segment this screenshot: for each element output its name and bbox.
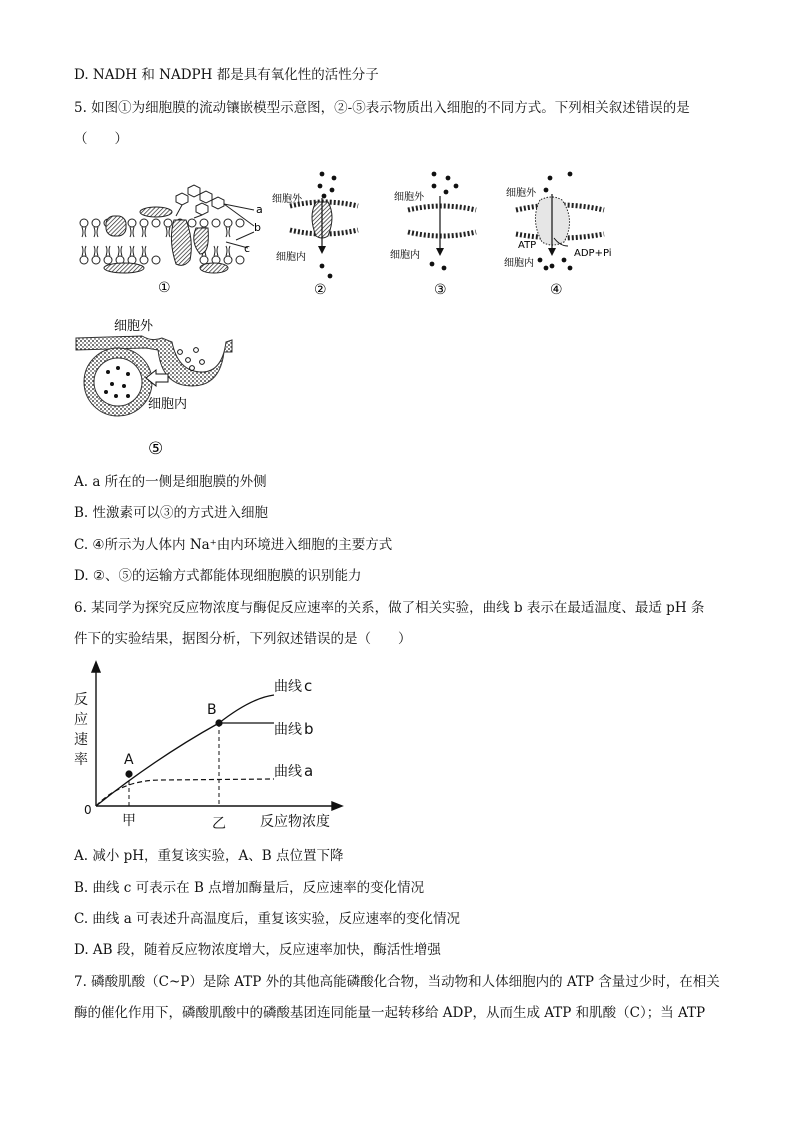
q5-option-a: A. a 所在的一侧是细胞膜的外侧 (74, 474, 267, 490)
q6-option-d: D. AB 段，随着反应物浓度增大，反应速率加快，酶活性增强 (74, 942, 441, 958)
point-b-label: B (207, 702, 217, 718)
figure-transport-2 (272, 168, 380, 298)
series-b-label-text: 曲线 (274, 722, 302, 738)
xlabel: 反应物浓度 (260, 814, 330, 830)
series-a-label-text: 曲线 (274, 764, 302, 780)
figure-transport-4 (500, 168, 630, 298)
point-a-label: A (124, 752, 134, 768)
figure-number-1: ① (158, 280, 171, 296)
label-a: a (256, 203, 263, 216)
label-c: c (244, 242, 251, 255)
molecules-inside (320, 264, 333, 279)
x-tick-yi: 乙 (212, 816, 226, 832)
label-outside-4: 细胞外 (506, 188, 536, 199)
q5-option-b: B. 性激素可以③的方式进入细胞 (74, 505, 269, 521)
bottom-lipid-row (80, 246, 244, 264)
label-atp: ATP (518, 240, 537, 251)
figure-number-4: ④ (550, 282, 563, 298)
molecules-outside (318, 172, 337, 199)
q5-stem-line2: （ ） (74, 131, 128, 147)
ylabel-char-1: 反 (74, 692, 88, 708)
label-b: b (254, 221, 261, 234)
figure-number-2: ② (314, 282, 327, 298)
q7-line2: 酶的催化作用下，磷酸肌酸中的磷酸基团连同能量一起转移给 ADP，从而生成 ATP 和肌酸（C）；当 ATP (74, 1005, 706, 1021)
point-a (125, 770, 132, 777)
label-outside-2: 细胞外 (272, 194, 302, 205)
series-a-line (96, 779, 274, 806)
figure-transport-3 (390, 168, 498, 298)
figure-number-5: ⑤ (148, 439, 164, 459)
series-c-label-text: 曲线 (274, 679, 302, 695)
q5-option-c: C. ④所示为人体内 Na⁺由内环境进入细胞的主要方式 (74, 537, 393, 553)
series-b-label-letter: b (304, 720, 314, 738)
top-lipid-row (80, 219, 244, 237)
label-inside-2: 细胞内 (276, 252, 306, 263)
q6-stem-line2: 件下的实验结果，据图分析，下列叙述错误的是（ ） (74, 631, 412, 647)
q6-option-c: C. 曲线 a 可表述升高温度后，重复该实验，反应速率的变化情况 (74, 911, 461, 927)
ylabel-char-4: 率 (74, 752, 88, 768)
label-inside-3: 细胞内 (390, 250, 420, 261)
q4-option-d: D. NADH 和 NADPH 都是具有氧化性的活性分子 (74, 67, 379, 83)
figure-transport-5 (72, 312, 242, 462)
ylabel-char-2: 应 (74, 712, 88, 728)
label-outside-5: 细胞外 (114, 319, 154, 334)
label-inside-4: 细胞内 (504, 258, 534, 269)
series-c-line (96, 695, 274, 806)
q7-line1: 7. 磷酸肌酸（C~P）是除 ATP 外的其他高能磷酸化合物，当动物和人体细胞内的 ATP 含量过少时，在相关 (74, 974, 720, 990)
figure-membrane-model (76, 180, 266, 298)
q6-stem-line1: 6. 某同学为探究反应物浓度与酶促反应速率的关系，做了相关实验，曲线 b 表示在最适温度、最适 pH 条 (74, 600, 705, 616)
origin-label: 0 (84, 803, 92, 817)
membrane-proteins (104, 207, 228, 273)
label-outside-3: 细胞外 (394, 192, 424, 203)
label-adp: ADP+Pi (574, 248, 612, 259)
q6-option-b: B. 曲线 c 可表示在 B 点增加酶量后，反应速率的变化情况 (74, 880, 425, 896)
label-inside-5: 细胞内 (148, 397, 188, 412)
point-b (215, 719, 222, 726)
x-tick-jia: 甲 (122, 813, 136, 829)
q5-option-d: D. ②、⑤的运输方式都能体现细胞膜的识别能力 (74, 568, 362, 584)
series-c-label-letter: c (304, 677, 313, 695)
series-a-label-letter: a (304, 762, 314, 780)
q6-option-a: A. 减小 pH，重复该实验，A、B 点位置下降 (74, 848, 344, 864)
figure-number-3: ③ (434, 282, 447, 298)
q5-stem-line1: 5. 如图①为细胞膜的流动镶嵌模型示意图，②-⑤表示物质出入细胞的不同方式。下列相关叙述错误的是 (74, 100, 690, 116)
ylabel-char-3: 速 (74, 732, 88, 748)
q6-chart (66, 658, 356, 834)
